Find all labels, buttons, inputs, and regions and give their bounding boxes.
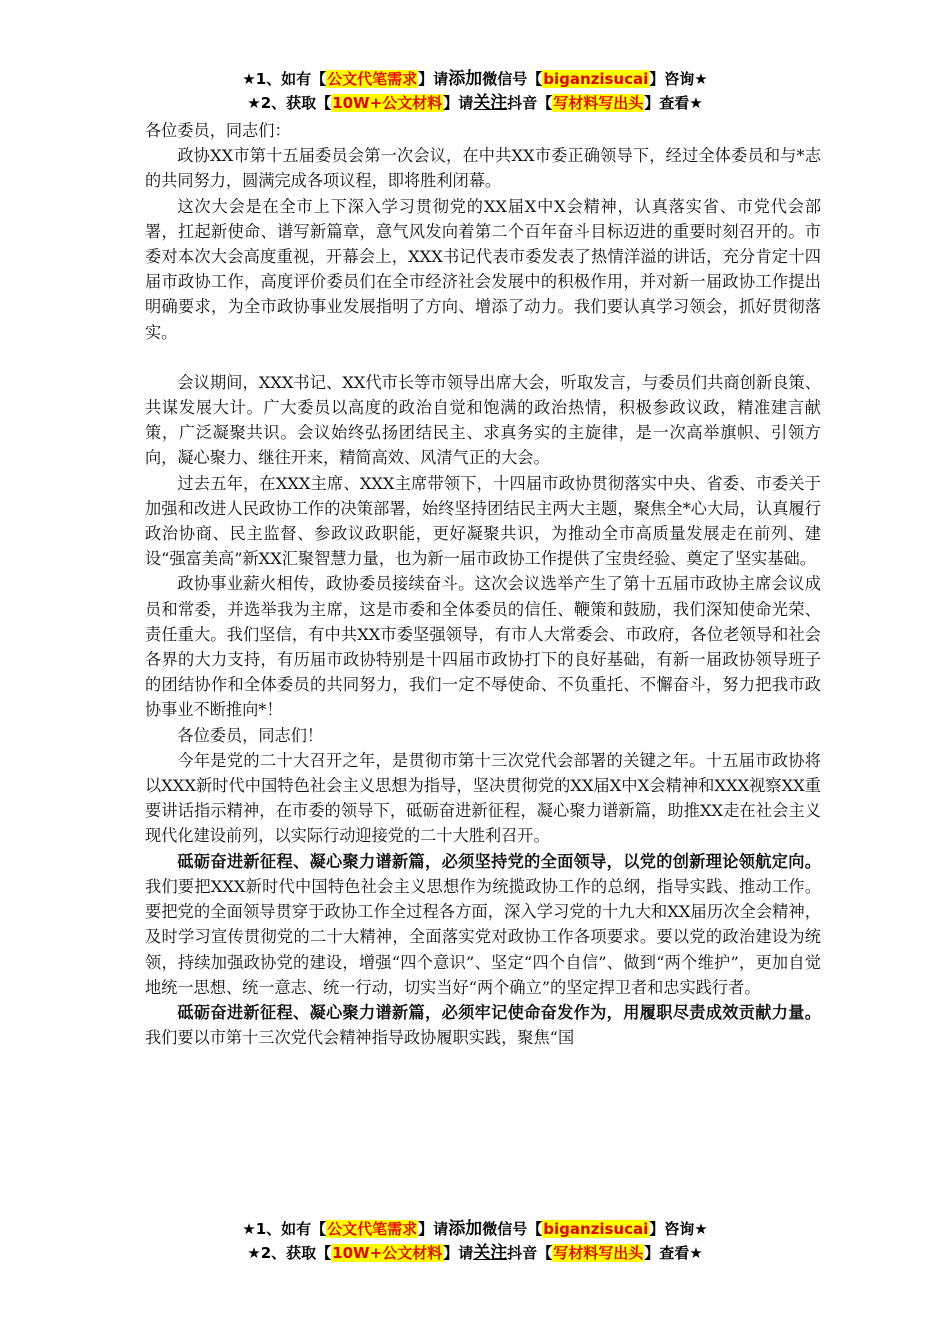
highlight-materials: 10W+公文材料 — [332, 94, 443, 112]
promo-emphasis: 添加 — [448, 69, 483, 89]
promo-text: 抖音【 — [507, 94, 553, 112]
promo-line-2 — [0, 1242, 950, 1266]
promo-text: 】查看★ — [644, 1244, 703, 1262]
promo-text: 】请 — [418, 1220, 449, 1238]
promo-text: ★1、如有【 — [242, 1220, 327, 1238]
highlight-wechat-id: biganzisucai — [543, 1220, 649, 1238]
promo-line-1 — [0, 1218, 950, 1242]
promo-text: 】请 — [443, 94, 474, 112]
promo-text: 】请 — [418, 70, 449, 88]
promo-banner-top — [0, 68, 950, 116]
promo-text: 】查看★ — [644, 94, 703, 112]
promo-line-1 — [0, 68, 950, 92]
paragraph-8-heading: 砥砺奋进新征程、凝心聚力谱新篇，必须坚持党的全面领导，以党的创新理论领航定向。 — [177, 851, 821, 871]
paragraph-4: 过去五年，在XXX主席、XXX主席带领下，十四届市政协贯彻落实中央、省委、市委关于加强和改进人民政协工作的决策部署，始终坚持团结民主两大主题，聚焦全*心大局，认真履行政治协商、民主监督、参政议政职能，更好凝聚共识，为推动全市高质量发展走在前列、建设“强富美高”新XX汇聚智慧力量，也为新一届市政协工作提供了宝贵经验、奠定了坚实基础。 — [145, 473, 821, 569]
paragraph-9-heading: 砥砺奋进新征程、凝心聚力谱新篇，必须牢记使命奋发作为，用履职尽责成效贡献力量。 — [177, 1002, 821, 1022]
promo-line-2 — [0, 92, 950, 116]
promo-text: 微信号【 — [482, 70, 543, 88]
paragraph-3: 会议期间，XXX书记、XX代市长等市领导出席大会，听取发言，与委员们共商创新良策、共谋发展大计。广大委员以高度的政治自觉和饱满的政治热情，积极参政议政，精准建言献策，广泛凝聚共识。会议始终弘扬团结民主、求真务实的主旋律，是一次高举旗帜、引领方向，凝心聚力、继往开来，精简高效、风清气正的大会。 — [145, 372, 821, 468]
paragraph-9-text: 我们要以市第十三次党代会精神指导政协履职实践，聚焦“国 — [145, 1028, 575, 1048]
promo-text: 】咨询★ — [649, 1220, 708, 1238]
promo-emphasis: 添加 — [448, 1219, 483, 1239]
paragraph-6: 各位委员，同志们！ — [177, 725, 324, 745]
paragraph-8-text: 我们要把XXX新时代中国特色社会主义思想作为统揽政协工作的总纲，指导实践、推动工作。要把党的全面领导贯穿于政协工作全过程各方面，深入学习党的十九大和XX届历次全会精神，及时学习宣传贯彻党的二十大精神，全面落实党对政协工作各项要求。要以党的政治建设为统领，持续加强政协党的建设，增强“四个意识”、坚定“四个自信”、做到“两个维护”，更加自觉地统一思想、统一意志、统一行动，切实当好“两个确立”的坚定捍卫者和忠实践行者。 — [145, 876, 821, 997]
highlight-douyin-account: 写材料写出头 — [553, 94, 644, 112]
paragraph-5: 政协事业薪火相传，政协委员接续奋斗。这次会议选举产生了第十五届市政协主席会议成员和常委，并选举我为主席，这是市委和全体委员的信任、鞭策和鼓励，我们深知使命光荣、责任重大。我们坚信，有中共XX市委坚强领导，有市人大常委会、市政府，各位老领导和社会各界的大力支持，有历届市政协特别是十四届市政协打下的良好基础，有新一届政协领导班子的团结协作和全体委员的共同努力，我们一定不辱使命、不负重托、不懈奋斗，努力把我市政协事业不断推向*！ — [145, 574, 821, 720]
highlight-service: 公文代笔需求 — [327, 1220, 418, 1238]
promo-text: ★2、获取【 — [247, 94, 332, 112]
paragraph-7: 今年是党的二十大召开之年，是贯彻市第十三次党代会部署的关键之年。十五届市政协将以XXX新时代中国特色社会主义思想为指导，坚决贯彻党的XX届X中X会精神和XXX视察XX重要讲话指示精神，在市委的领导下，砥砺奋进新征程，凝心聚力谱新篇，助推XX走在社会主义现代化建设前列，以实际行动迎接党的二十大胜利召开。 — [145, 750, 821, 846]
paragraph-1: 政协XX市第十五届委员会第一次会议，在中共XX市委正确领导下，经过全体委员和与*志的共同努力，圆满完成各项议程，即将胜利闭幕。 — [145, 146, 821, 191]
promo-text: 抖音【 — [507, 1244, 553, 1262]
promo-text: 微信号【 — [482, 1220, 543, 1238]
promo-text: 】请 — [443, 1244, 474, 1262]
document-body — [145, 118, 821, 1050]
highlight-douyin-account: 写材料写出头 — [553, 1244, 644, 1262]
promo-text: 】咨询★ — [649, 70, 708, 88]
highlight-materials: 10W+公文材料 — [332, 1244, 443, 1262]
paragraph-9 — [145, 1000, 821, 1050]
promo-emphasis: 关注 — [473, 1243, 508, 1263]
paragraph-2: 这次大会是在全市上下深入学习贯彻党的XX届X中X会精神，认真落实省、市党代会部署，扛起新使命、谱写新篇章，意气风发向着第二个百年奋斗目标迈进的重要时刻召开的。市委对本次大会高度重视，开幕会上，XXX书记代表市委发表了热情洋溢的讲话，充分肯定十四届市政协工作，高度评价委员们在全市经济社会发展中的积极作用，并对新一届政协工作提出明确要求，为全市政协事业发展指明了方向、增添了动力。我们要认真学习领会，抓好贯彻落实。 — [145, 196, 821, 342]
promo-banner-bottom — [0, 1218, 950, 1266]
promo-text: ★1、如有【 — [242, 70, 327, 88]
paragraph-8 — [145, 849, 821, 1000]
promo-text: ★2、获取【 — [247, 1244, 332, 1262]
highlight-wechat-id: biganzisucai — [543, 70, 649, 88]
salutation: 各位委员，同志们： — [145, 121, 291, 140]
promo-emphasis: 关注 — [473, 93, 508, 113]
highlight-service: 公文代笔需求 — [327, 70, 418, 88]
